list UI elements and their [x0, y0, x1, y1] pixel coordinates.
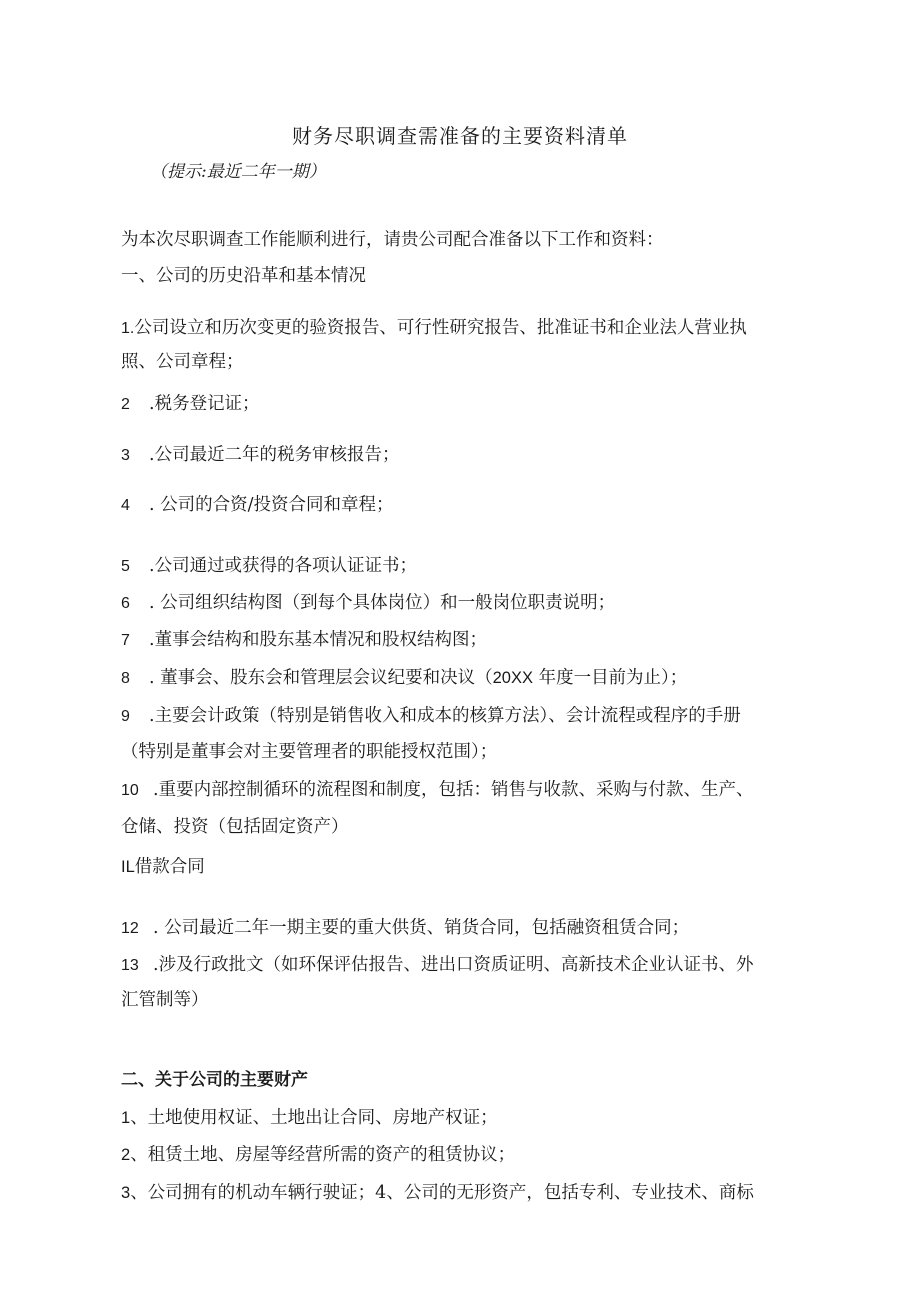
item-number: 3 — [121, 447, 130, 464]
document-title: 财务尽职调查需准备的主要资料清单 — [292, 124, 628, 148]
item-text: 、公司拥有的机动车辆行驶证；4、公司的无形资产，包括专利、专业技术、商标 — [130, 1183, 754, 1203]
item-text: . 公司组织结构图（到每个具体岗位）和一般岗位职责说明； — [149, 593, 616, 613]
section2-heading: 二、关于公司的主要财产 — [121, 1070, 308, 1089]
item-number: 7 — [121, 632, 130, 649]
list-item — [121, 953, 754, 978]
list-item — [121, 554, 417, 579]
list-item — [121, 628, 487, 653]
item-text: . 公司最近二年一期主要的重大供货、销货合同，包括融资租赁合同； — [153, 918, 690, 938]
item-text: 、土地使用权证、土地出让合同、房地产权证； — [130, 1108, 498, 1128]
list-item — [121, 591, 615, 616]
item-text: 借款合同 — [134, 857, 205, 877]
item-number: 13 — [121, 957, 139, 974]
list-item — [121, 855, 205, 879]
item-text: .董事会结构和股东基本情况和股权结构图； — [149, 630, 488, 650]
item-number: 2 — [121, 396, 130, 413]
item-number: 1. — [121, 320, 135, 337]
section1-heading: 一、公司的历史沿革和基本情况 — [121, 266, 366, 286]
item-number: 4 — [121, 497, 130, 514]
list-item — [121, 704, 741, 729]
item-number: 6 — [121, 595, 130, 612]
item-text: .涉及行政批文（如环保评估报告、进出口资质证明、高新技术企业认证书、外 — [153, 955, 754, 975]
item-text: .税务登记证； — [149, 394, 260, 414]
item-text: .主要会计政策（特别是销售收入和成本的核算方法）、会计流程或程序的手册 — [149, 706, 741, 726]
item-text: .公司通过或获得的各项认证证书； — [149, 556, 418, 576]
list-item — [121, 1181, 754, 1205]
item-text: 公司设立和历次变更的验资报告、可行性研究报告、批准证书和企业法人营业执 — [134, 318, 747, 338]
list-item — [121, 316, 747, 341]
list-item — [121, 493, 394, 518]
intro-text: 为本次尽职调查工作能顺利进行，请贵公司配合准备以下工作和资料： — [121, 230, 664, 250]
list-item — [121, 778, 754, 803]
list-item — [121, 392, 260, 417]
list-item — [121, 443, 400, 468]
item-number: 8 — [121, 670, 130, 687]
item-number: 3 — [121, 1184, 131, 1202]
item-number: 2 — [121, 1146, 131, 1164]
item-number: 12 — [121, 920, 139, 937]
item-text: .重要内部控制循环的流程图和制度，包括：销售与收款、采购与付款、生产、 — [153, 780, 754, 800]
item-number: 5 — [121, 558, 130, 575]
item-number: IL — [121, 858, 135, 876]
item-continuation: 仓储、投资（包括固定资产） — [121, 817, 349, 837]
item-number: 10 — [121, 782, 139, 799]
item-continuation: （特别是董事会对主要管理者的职能授权范围）； — [121, 742, 498, 762]
item-continuation: 照、公司章程； — [121, 352, 244, 372]
item-number: 1 — [121, 1109, 131, 1127]
list-item — [121, 1106, 498, 1130]
item-text: 、租赁土地、房屋等经营所需的资产的租赁协议； — [130, 1145, 516, 1165]
hint-note: （提示:最近二年一期） — [150, 162, 326, 182]
list-item — [121, 1143, 515, 1167]
list-item — [121, 916, 689, 941]
item-text-tail: 年度一目前为止）； — [533, 668, 688, 688]
item-year: 20XX — [492, 669, 533, 687]
item-number: 9 — [121, 708, 130, 725]
item-text: . 董事会、股东会和管理层会议纪要和决议（ — [149, 668, 493, 688]
item-text: .公司最近二年的税务审核报告； — [149, 445, 400, 465]
item-text: . 公司的合资/投资合同和章程； — [149, 495, 394, 515]
list-item — [121, 666, 687, 691]
item-continuation: 汇管制等） — [121, 990, 209, 1010]
